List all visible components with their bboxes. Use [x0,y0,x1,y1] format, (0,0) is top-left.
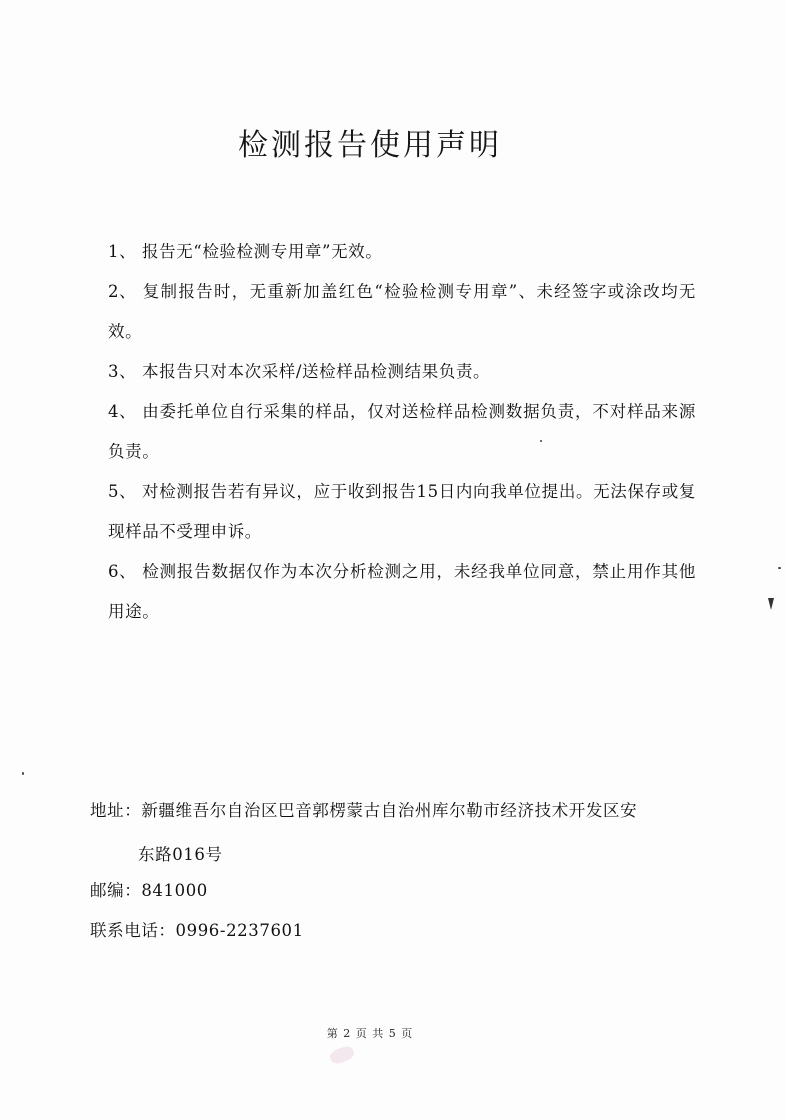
clause-number: 4、 [108,402,137,421]
clause-text: 复制报告时，无重新加盖红色“检验检测专用章”、未经签字或涂改均无效。 [108,282,696,341]
scan-speck [778,567,781,569]
clause-text: 报告无“检验检测专用章”无效。 [142,242,383,261]
clause-number: 6、 [108,562,137,581]
clause-list [108,232,696,632]
clause-item [108,232,696,272]
address-line [90,798,690,824]
phone-line [90,918,304,944]
clause-item [108,552,696,632]
page-title: 检测报告使用声明 [238,128,502,163]
clause-text: 对检测报告若有异议，应于收到报告15日内向我单位提出。无法保存或复现样品不受理申诉。 [108,482,696,541]
clause-item [108,352,696,392]
scan-speck [540,440,542,442]
clause-text: 本报告只对本次采样/送检样品检测结果负责。 [142,362,491,381]
clause-item [108,272,696,352]
clause-number: 1、 [108,242,137,261]
address-value: 新疆维吾尔自治区巴音郭楞蒙古自治州库尔勒市经济技术开发区安 [141,801,638,820]
clause-item [108,392,696,472]
clause-text: 检测报告数据仅作为本次分析检测之用，未经我单位同意，禁止用作其他用途。 [108,562,696,621]
clause-item [108,472,696,552]
clause-text: 由委托单位自行采集的样品，仅对送检样品检测数据负责，不对样品来源负责。 [108,402,696,461]
address-continuation: 东路016号 [138,845,223,864]
phone-label: 联系电话： [90,921,176,940]
clause-number: 2、 [108,282,137,301]
address-label: 地址： [90,801,142,820]
postal-code: 841000 [141,881,208,900]
clause-number: 5、 [108,482,137,501]
page-number: 第 2 页 共 5 页 [326,1027,414,1040]
scan-smudge [328,1044,355,1065]
address-block [90,798,690,868]
phone-number: 0996-2237601 [175,921,304,940]
scan-edge-mark [768,598,774,610]
scan-speck [22,772,24,775]
clause-number: 3、 [108,362,137,381]
postal-label: 邮编： [90,881,142,900]
postal-line [90,878,208,904]
